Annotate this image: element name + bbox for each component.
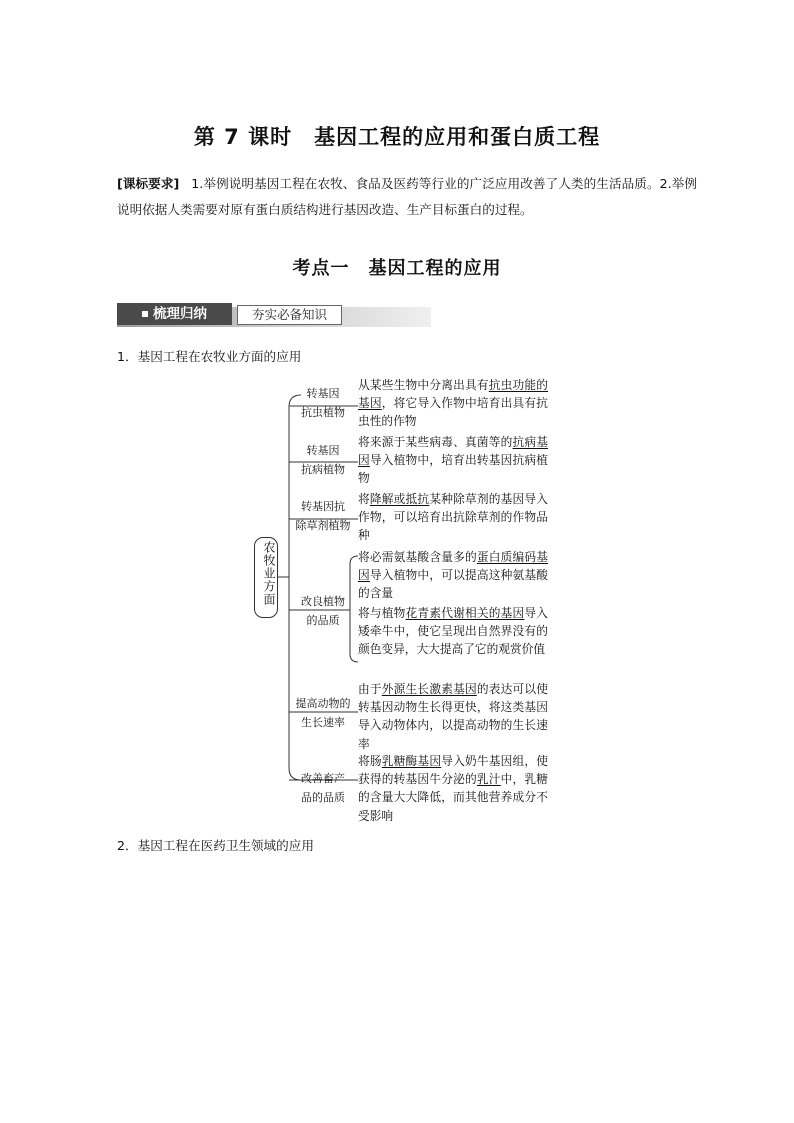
requirements-label: [课标要求] — [117, 176, 180, 191]
desc-text: 的表达可以使转基因动物生长得更快，将这类基因导入动物体内，以提高动物的生长速率 — [358, 682, 548, 751]
section-heading-agriculture: 1．基因工程在农牧业方面的应用 — [117, 349, 302, 364]
description-disease-resistant — [358, 433, 548, 488]
category-line: 的品质 — [306, 614, 340, 627]
desc-text: 将必需氨基酸含量多的 — [358, 550, 477, 564]
category-line: 提高动物的 — [295, 697, 351, 710]
desc-text: 某种除草剂的基因导入作物，可以培育出抗除草剂的作物品种 — [358, 492, 548, 543]
category-line: 抗虫植物 — [301, 406, 345, 419]
category-pest-resistant — [288, 384, 358, 422]
category-line: 转基因 — [306, 387, 340, 400]
description-herbicide-resistant — [358, 490, 548, 545]
desc-text: 由于 — [358, 682, 382, 696]
category-plant-quality — [288, 592, 358, 630]
category-line: 除草剂植物 — [295, 519, 351, 532]
desc-text: 中，乳糖的含量大大降低，而其他营养成分不受影响 — [358, 772, 548, 823]
category-herbicide-resistant — [288, 497, 358, 535]
desc-text: 导入植物中，培育出转基因抗病植物 — [358, 453, 548, 486]
desc-keyword: 抗病基因 — [358, 435, 548, 468]
desc-keyword: 外源生长激素基因 — [381, 682, 477, 696]
category-line: 转基因抗 — [301, 500, 345, 513]
desc-text: 导入奶牛基因组，使获得的转基因牛分泌的 — [358, 754, 548, 787]
category-line: 转基因 — [306, 444, 340, 457]
banner-label: 梳理归纳 — [153, 306, 207, 322]
desc-keyword: 抗虫功能的基因 — [358, 378, 548, 411]
category-line: 改善畜产 — [301, 772, 345, 785]
desc-text: ，将它导入作物中培育出具有抗虫性的作物 — [358, 396, 548, 429]
page-title: 第 7 课时 基因工程的应用和蛋白质工程 — [193, 125, 601, 149]
description-animal-growth — [358, 680, 548, 753]
root-label: 农牧业方面 — [262, 541, 276, 606]
desc-text: 从某些生物中分离出具有 — [358, 378, 489, 392]
desc-keyword: 乳糖酶基因 — [381, 754, 442, 768]
category-animal-growth — [288, 694, 358, 732]
desc-keyword: 蛋白质编码基因 — [358, 550, 548, 583]
category-livestock-quality — [288, 769, 358, 807]
banner-sublabel: 夯实必备知识 — [237, 305, 342, 325]
category-line: 改良植物 — [301, 595, 345, 608]
desc-keyword: 花青素代谢相关的基因 — [405, 606, 525, 620]
desc-text: 将与植物 — [358, 606, 406, 620]
desc-text: 导入植物中，可以提高这种氨基酸的含量 — [358, 568, 548, 601]
description-amino-acid — [358, 548, 548, 603]
desc-text: 导入矮牵牛中，使它呈现出自然界没有的颜色变异，大大提高了它的观赏价值 — [358, 606, 548, 657]
description-anthocyanin — [358, 604, 548, 659]
category-disease-resistant — [288, 441, 358, 479]
mindmap-root — [254, 537, 278, 618]
desc-text: 将来源于某些病毒、真菌等的 — [358, 435, 513, 449]
requirements-text: 1.举例说明基因工程在农牧、食品及医药等行业的广泛应用改善了人类的生活品质。2.举例说明依据人类需要对原有蛋白质结构进行基因改造、生产目标蛋白的过程。 — [117, 176, 697, 217]
section-heading-medicine: 2．基因工程在医药卫生领域的应用 — [117, 838, 314, 853]
category-line: 生长速率 — [301, 716, 345, 729]
desc-keyword: 降解或抵抗 — [369, 492, 430, 506]
topic-heading: 考点一 基因工程的应用 — [292, 258, 502, 279]
desc-text: 将 — [358, 492, 370, 506]
desc-keyword: 乳汁 — [476, 772, 501, 787]
description-livestock-quality — [358, 752, 548, 825]
category-line: 品的品质 — [301, 791, 345, 804]
desc-text: 将肠 — [358, 754, 382, 768]
description-pest-resistant — [358, 376, 548, 431]
category-line: 抗病植物 — [301, 463, 345, 476]
